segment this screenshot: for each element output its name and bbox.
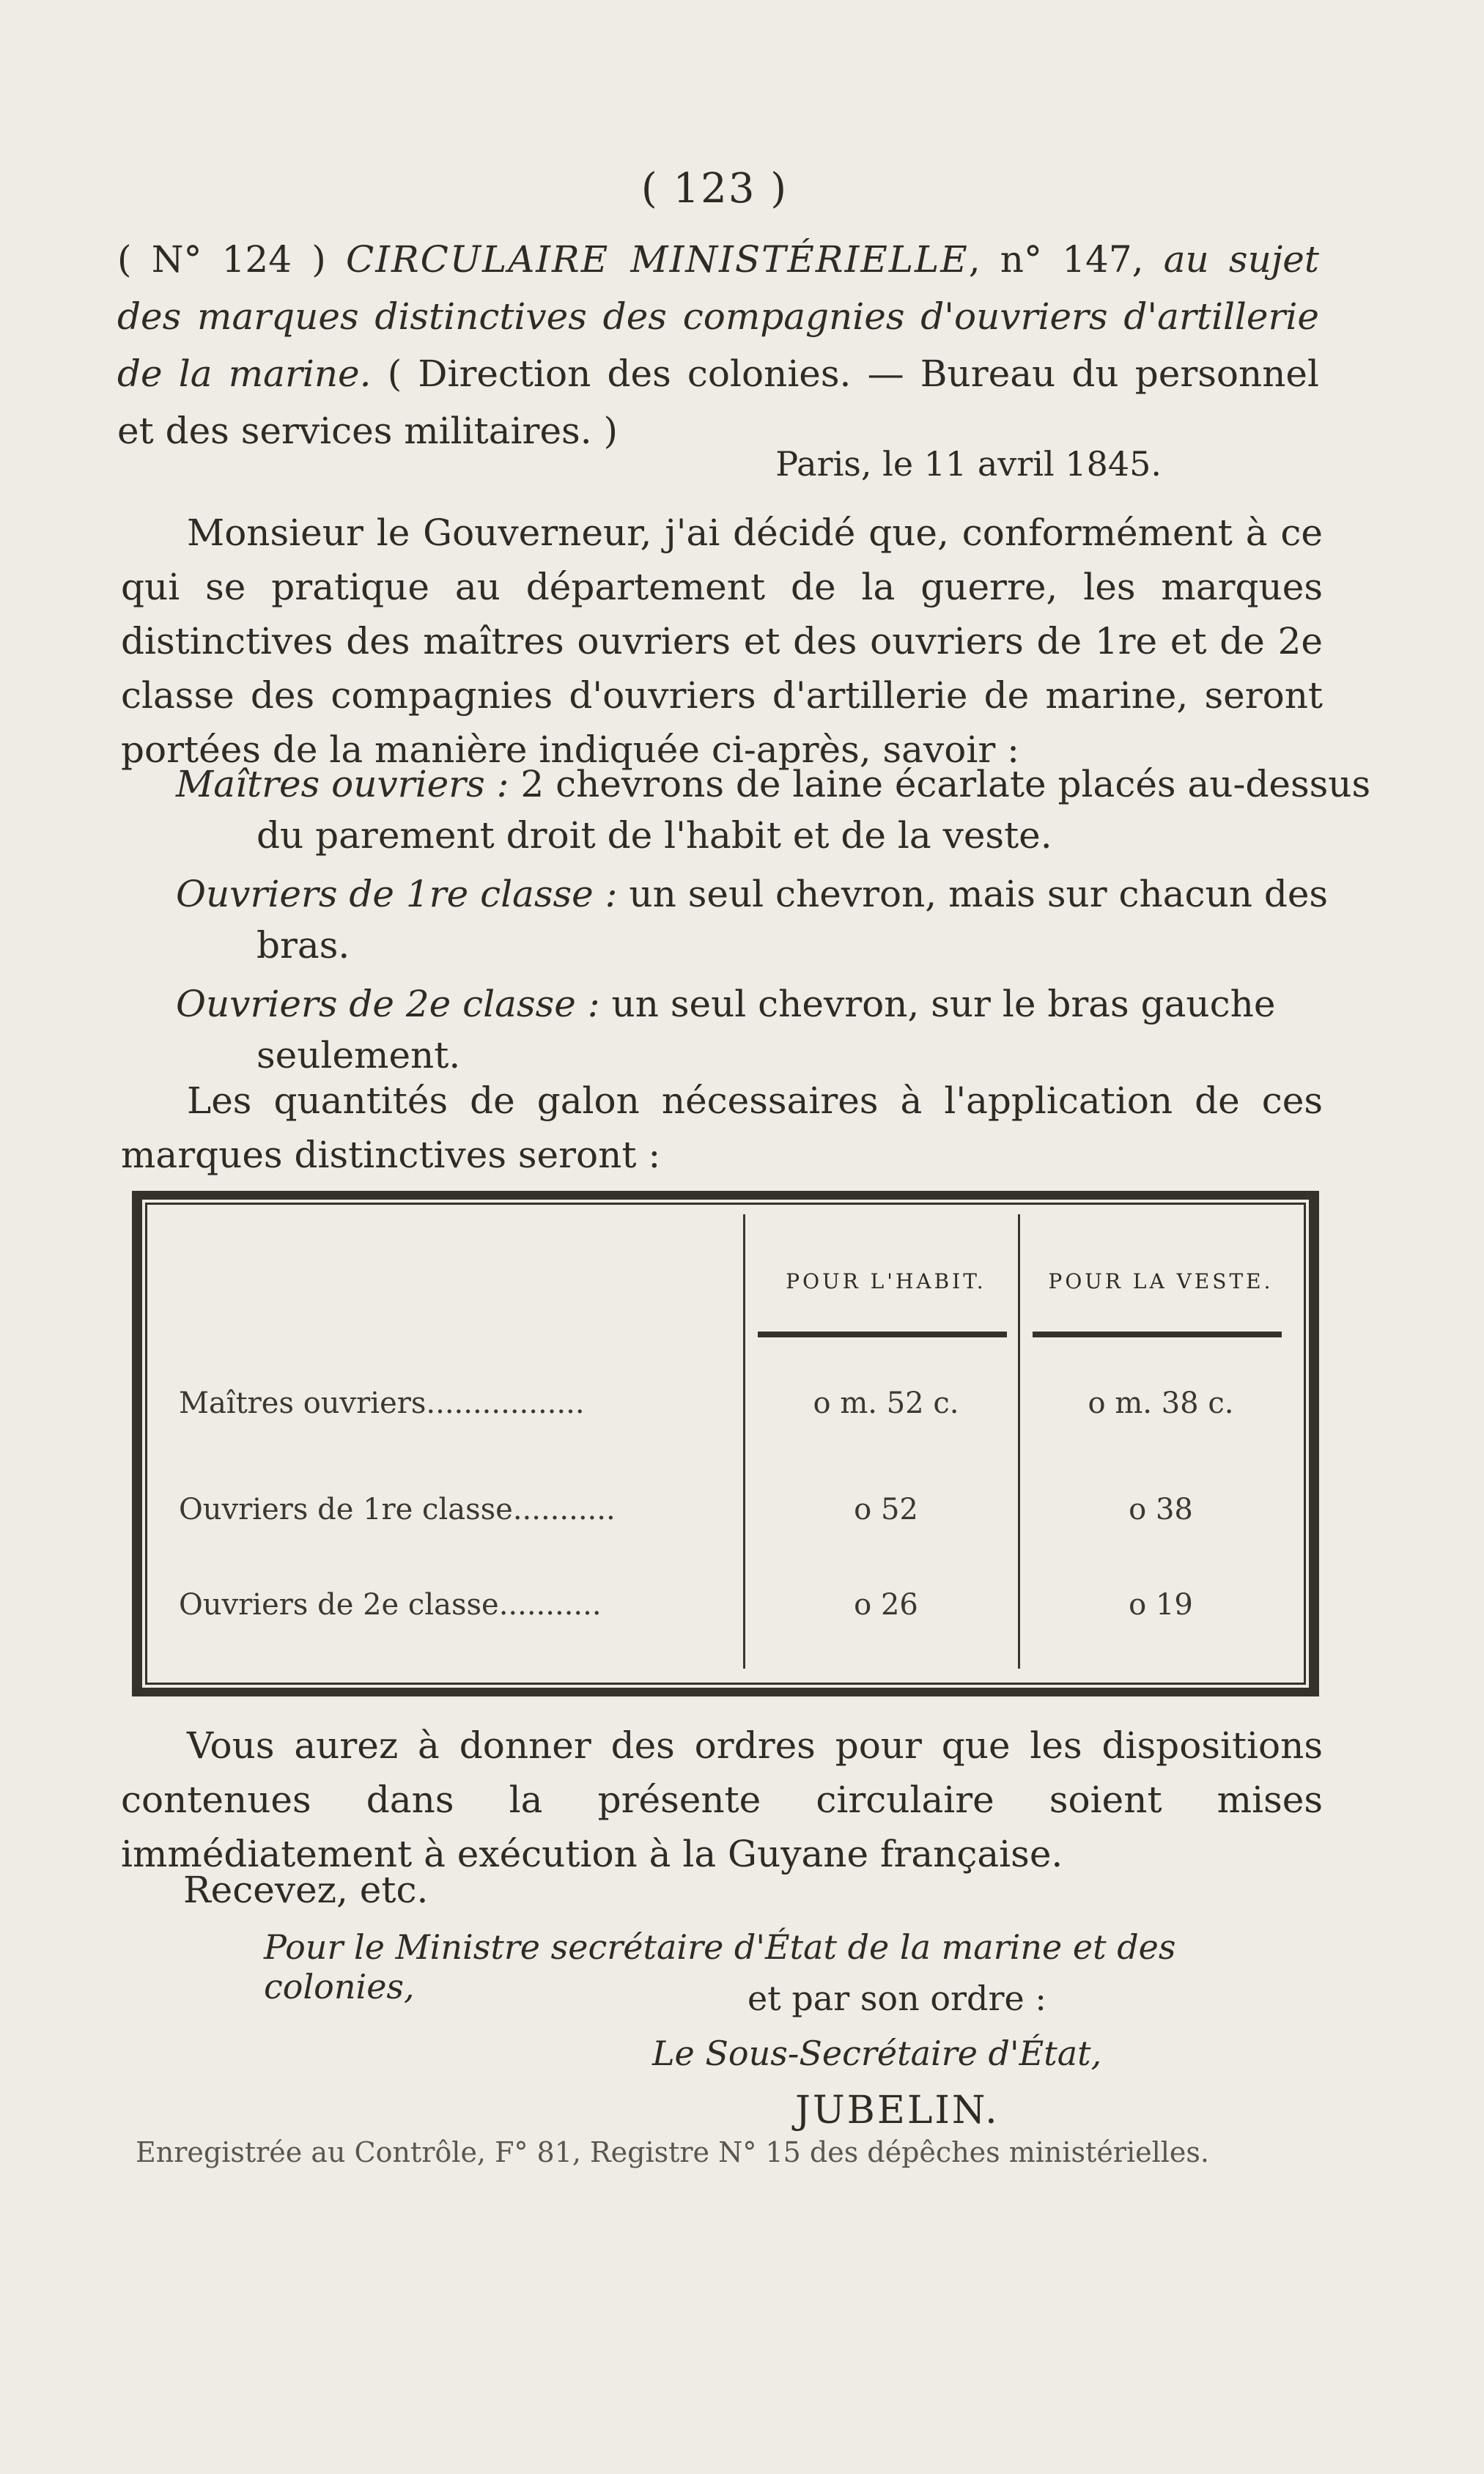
cell-habit: o m. 52 c. — [813, 1386, 959, 1420]
cell-veste: o 38 — [1129, 1493, 1193, 1526]
cell-habit: o 52 — [854, 1493, 918, 1526]
circular-heading — [117, 231, 1319, 459]
page-number: ( 123 ) — [641, 165, 789, 213]
cell-habit: o 26 — [854, 1588, 918, 1622]
list-item — [176, 868, 1400, 971]
closing-formula: Recevez, etc. — [183, 1869, 429, 1911]
paragraph-orders: Vous aurez à donner des ordres pour que les dispositions contenues dans la présente circulaire soient mises immédiatement à exécution à la Guyane française. — [121, 1724, 1323, 1875]
list-text: 2 chevrons de laine écarlate placés au-dessus du parement droit de l'habit et de la veste. — [256, 763, 1371, 857]
list-text: un seul chevron, mais sur chacun des bras. — [256, 873, 1329, 967]
list-term: Ouvriers de 2e classe : — [176, 983, 600, 1025]
row-label: Ouvriers de 2e classe........... — [179, 1588, 602, 1622]
signatory-name: JUBELIN. — [795, 2089, 1000, 2133]
header-rule — [1033, 1332, 1282, 1337]
signature-line-1: Pour le Ministre secrétaire d'État de la marine et des colonies, — [264, 1927, 1176, 2006]
list-text: un seul chevron, sur le bras gauche seulement. — [256, 983, 1276, 1077]
paragraph-intro: Monsieur le Gouverneur, j'ai décidé que, conformément à ce qui se pratique au département de la guerre, les marques distinctives des maîtres ouvriers et des ouvriers de 1re et de 2e classe des compagnies d'ouvriers d'artillerie de marine, seront portées de la manière indiquée ci-après, savoir : — [121, 512, 1323, 771]
row-label: Ouvriers de 1re classe........... — [179, 1493, 616, 1526]
column-header-veste: POUR LA VESTE. — [1048, 1269, 1274, 1293]
dateline: Paris, le 11 avril 1845. — [775, 444, 1162, 484]
list-item — [176, 758, 1400, 861]
circular-direction: ( Direction des colonies. — Bureau du personnel et des services militaires. ) — [117, 352, 1320, 452]
circular-title: CIRCULAIRE MINISTÉRIELLE — [345, 238, 969, 281]
list-term: Maîtres ouvriers : — [176, 763, 509, 805]
cell-veste: o 19 — [1129, 1588, 1193, 1622]
row-label: Maîtres ouvriers................. — [179, 1386, 585, 1420]
signature-line-2: et par son ordre : — [747, 1979, 1046, 2018]
column-divider — [743, 1214, 745, 1669]
signature-line-3: Le Sous-Secrétaire d'État, — [652, 2034, 1102, 2073]
circular-number: ( N° 124 ) — [117, 238, 326, 281]
paragraph-quantities: Les quantités de galon nécessaires à l'application de ces marques distinctives seront : — [121, 1079, 1323, 1176]
header-rule — [758, 1332, 1007, 1337]
quantities-table — [132, 1191, 1319, 1696]
column-header-habit: POUR L'HABIT. — [786, 1269, 986, 1293]
circular-subject: au sujet des marques distinctives des compagnies d'ouvriers d'artillerie de la marine. — [117, 238, 1319, 395]
circular-ref: , n° 147, — [968, 238, 1144, 281]
list-term: Ouvriers de 1re classe : — [176, 873, 618, 915]
list-item — [176, 978, 1400, 1081]
cell-veste: o m. 38 c. — [1088, 1386, 1234, 1420]
registration-footer: Enregistrée au Contrôle, F° 81, Registre N° 15 des dépêches ministérielles. — [136, 2136, 1209, 2168]
